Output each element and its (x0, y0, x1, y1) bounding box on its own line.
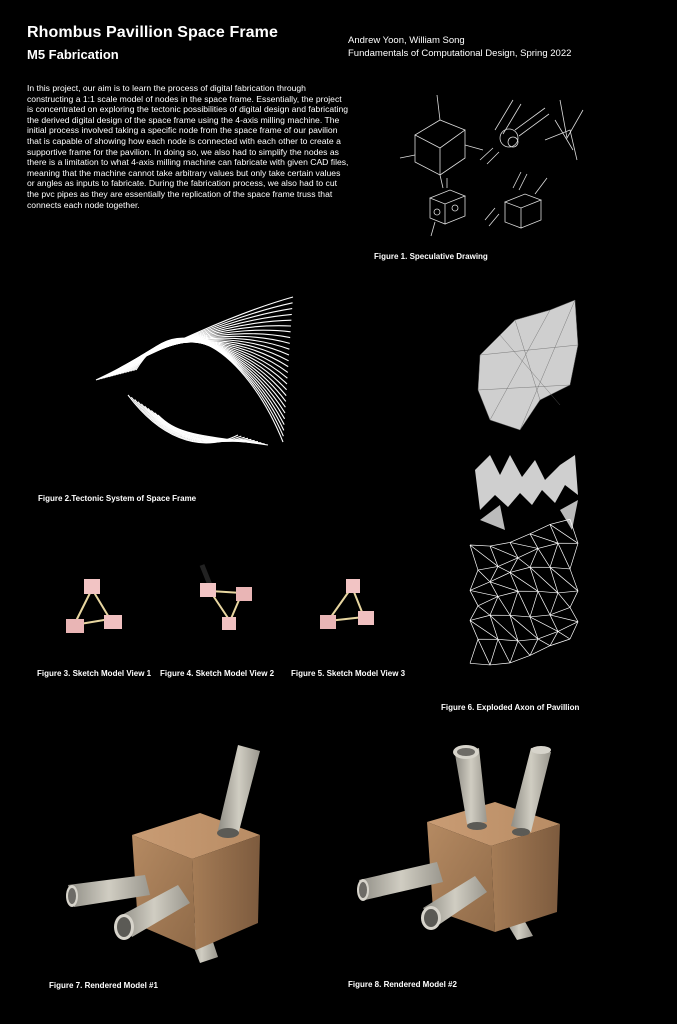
figure-4-caption: Figure 4. Sketch Model View 2 (160, 669, 275, 678)
figure-3-caption: Figure 3. Sketch Model View 1 (37, 669, 152, 678)
figure-6-caption: Figure 6. Exploded Axon of Pavillion (441, 703, 580, 712)
figure-2-caption: Figure 2.Tectonic System of Space Frame (38, 494, 197, 503)
figure-5-caption: Figure 5. Sketch Model View 3 (291, 669, 406, 678)
sketch-model-view-3 (318, 575, 378, 637)
course-text: Fundamentals of Computational Design, Spring 2022 (348, 48, 572, 59)
page-subtitle: M5 Fabrication (27, 47, 119, 62)
project-description: In this project, our aim is to learn the process of digital fabrication through constructing a 1:1 scale model of nodes in the space frame. Essentially, the project is concentrated on exploring the tectonic possibilities of digital design and fabricating the derived digital design of the space frame using the 4-axis milling machine. The initial process involved taking a specific node from the space frame of our pavilion that is capable of showing how each node is connected with each other to create a supportive frame for the pavilion. In doing so, we also had to simplify the nodes as there is a limitation to what 4-axis milling machine can fabricate with given CAD files, meaning that the machine cannot take arbitrary values but only take certain values or angles as inputs to fabricate. During the fabrication process, we also had to cut the pvc pipes as they are essentially the replication of the space frame truss that connects each node together. (27, 83, 349, 210)
rendered-model-1 (60, 735, 300, 965)
author-block (348, 34, 571, 60)
exploded-axon-figure (460, 295, 590, 695)
authors-text: Andrew Yoon, William Song (348, 35, 465, 46)
figure-7-caption: Figure 7. Rendered Model #1 (49, 981, 158, 990)
sketch-model-view-2 (192, 565, 260, 635)
page-title: Rhombus Pavillion Space Frame (27, 24, 278, 41)
figure-1-caption: Figure 1. Speculative Drawing (374, 252, 488, 261)
sketch-model-view-1 (62, 575, 130, 639)
rendered-model-2 (355, 740, 595, 970)
tectonic-system-figure (88, 285, 308, 485)
speculative-drawing (395, 90, 585, 240)
figure-8-caption: Figure 8. Rendered Model #2 (348, 980, 457, 989)
